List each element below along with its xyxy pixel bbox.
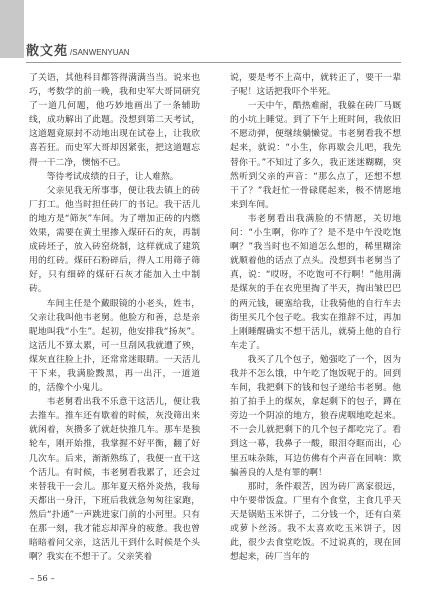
- paragraph: 一天中午，酷热难耐，我躲在砖厂马厩的小坑上睡觉。到了下午上班时间，我依旧不愿动弹，便继续躺懒觉。韦老舅看我不想起来，就说：“小生，你再歇会儿吧，我先替你干。”不知过了多久，我正迷迷糊糊，突然听到父亲的声音：“那么点了，还想不想干了？”我赶忙一骨碌爬起来，极不情愿地来到车间。: [230, 101, 401, 210]
- paragraph: 了关语，其他科目都答得满满当当。说来也巧，考数学的前一晚，我和史军大哥同研究了一道几何题，他巧妙地画出了一条辅助线，成功解出了此题。没想到第二天考试，这道题竟原封不动地出现在试卷上，让我欣喜若狂。而史军大哥却因紧张，把这道题忘得一干二净，懊恼不已。: [29, 73, 200, 168]
- paragraph: 等待考试成绩的日子，让人难熬。: [46, 171, 179, 182]
- corner-block-decoration: [0, 0, 24, 58]
- section-title-chinese: 散文苑: [26, 44, 69, 59]
- paragraph: 那时，条件艰苦，因为砖厂离家很远，中午要带饭盒。厂里有个食堂，主食几乎天天是锅贴玉米饼子，二分钱一个，还有白菜或萝卜丝汤。我不太喜欢吃玉米饼子，因此，很少去食堂吃饭。不过说真的，现在回想起来，砖厂当年的: [230, 481, 401, 563]
- article-column-left: [29, 71, 200, 564]
- section-title-english: /SANWENYUAN: [70, 48, 130, 57]
- magazine-section-header: [26, 40, 130, 59]
- paragraph: 车间主任是个戴眼镜的小老头，姓韦，父亲让我叫他韦老舅。他脸方和善，总是亲昵地叫我“小生”。起初，他安排我“扬灰”。这活儿不算太累，可一旦刮风我就遭了殃，煤灰直往脸上扑，还常常迷眼睛。一天活儿干下来，我满脸黢黑，再一出汗，一道道的，活像个小鬼儿。: [29, 298, 200, 394]
- page-number: – 56 –: [30, 574, 55, 584]
- paragraph: 父亲见我无所事事，便让我去镇上的砖厂打工。他当时担任砖厂的书记。我干活儿的地方是“筛灰”车间。为了增加正砖的内燃效果，需要在黄土里掺入煤矸石的灰，再制成砖坯子，放入砖窑烧制，这样就成了建筑用的红砖。煤矸石粉碎后，得人工用筛子筛好，只有细碎的煤矸石灰才能加入土中制砖。: [29, 185, 200, 295]
- paragraph: 说，要是考不上高中，就转正了，要干一辈子呢！这话把我吓个半死。: [230, 73, 401, 98]
- article-column-right: [230, 71, 401, 564]
- paragraph: 韦老舅看出我满脸的不情愿，关切地问：“小生啊，你咋了？是不是中午没吃饱啊？”我当时也不知道怎么想的，稀里糊涂就顺着他的话点了点头。没想到韦老舅当了真，说：“哎呀，不吃饱可不行啊！”他用满是煤灰的手在衣兜里掏了半天，掏出皱巴巴的两元钱，硬塞给我，让我骑他的自行车去街里买几个包子吃。我实在推辞不过，再加上刚睡醒确实不想干活儿，就骑上他的自行车走了。: [230, 213, 401, 351]
- paragraph: 韦老舅看出我不乐意干这活儿，便让我去推车。推车还有歇着的时候，灰没筛出来就闲着，灰攒多了就赶快推几车。那车是独轮车，刚开始推，我掌握不好平衡，翻了好几次车。后来，渐渐熟练了，我便一直干这个活儿。有时候，韦老舅看我累了，还会过来替我干一会儿。那年夏天格外炎热，我每天都出一身汗，下班后我就急匆匆往家跑，然后“扑通”一声跳进家门前的小河里。只有在那一刻，我才能忘却浑身的疲惫。我也曾暗暗着问父亲，这活儿干到什么时候是个头啊？我实在不想干了。父亲笑着: [29, 397, 200, 563]
- paragraph: 我买了几个包子，勉强吃了一个，因为我并不怎么饿，中午吃了饱饭呢于的。回到车间，我把剩下的钱和包子递给韦老舅。他拍了拍手上的煤灰，拿起剩下的包子，蹲在旁边一个阴凉的地方，狼吞虎咽地吃起来。不一会儿就把剩下的几个包子都吃完了。看到这一幕，我鼻子一酸，眼泪夺眶而出，心里五味杂陈，耳边仿佛有个声音在回响：欺骗善良的人是有罪的啊！: [230, 354, 401, 478]
- header-divider: [26, 62, 401, 63]
